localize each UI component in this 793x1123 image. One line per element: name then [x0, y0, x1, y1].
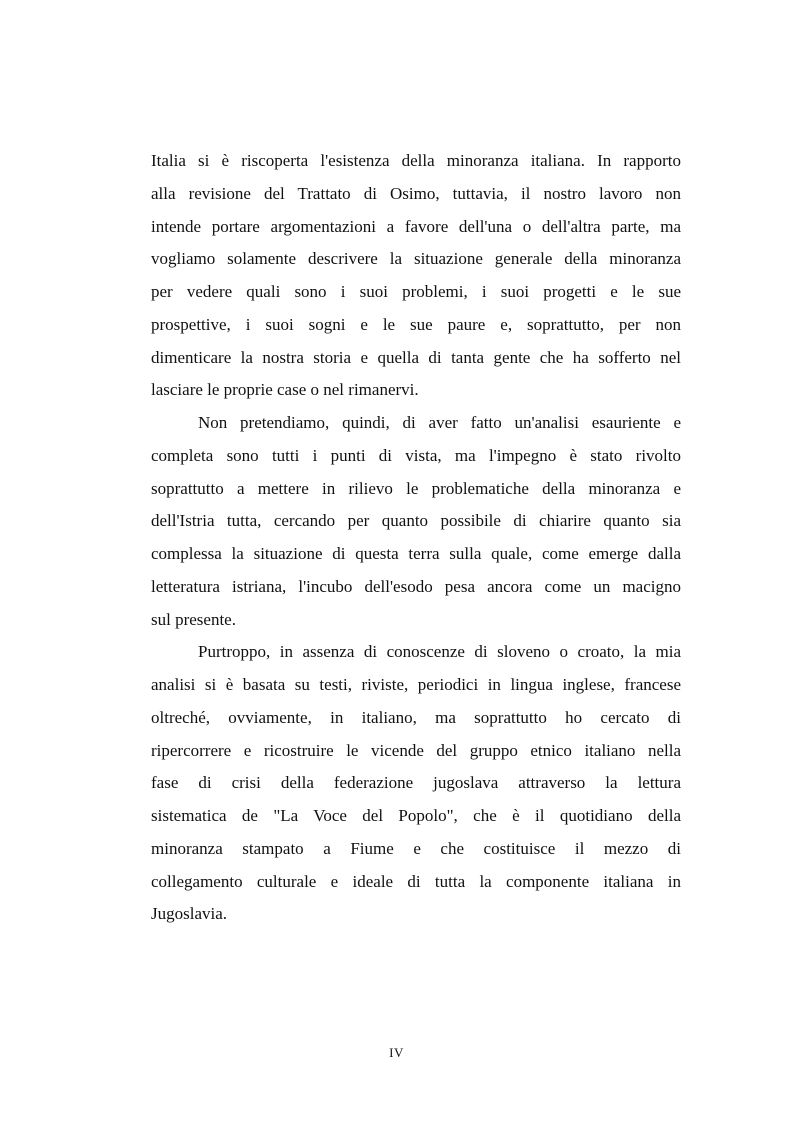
text-line: Jugoslavia.: [151, 904, 228, 924]
text-line: Non pretendiamo, quindi, di aver fatto un'analisi esauriente e: [198, 413, 681, 432]
text-line: letteratura istriana, l'incubo dell'esodo pesa ancora come un macigno: [151, 576, 681, 596]
text-line: per vedere quali sono i suoi problemi, i suoi progetti e le sue: [151, 282, 681, 301]
page-number: IV: [389, 1045, 404, 1060]
paragraph: [151, 145, 681, 407]
text-line: vogliamo solamente descrivere la situazione generale della minoranza: [151, 249, 681, 269]
text-line: collegamento culturale e ideale di tutta la componente italiana in: [151, 871, 681, 891]
text-line: sul presente.: [151, 609, 236, 629]
text-line: fase di crisi della federazione jugoslava attraverso la lettura: [151, 773, 681, 793]
text-line: oltreché, ovviamente, in italiano, ma soprattutto ho cercato di: [151, 707, 681, 727]
text-line: soprattutto a mettere in rilievo le problematiche della minoranza e: [151, 478, 681, 498]
text-line: dell'Istria tutta, cercando per quanto possibile di chiarire quanto sia: [151, 511, 681, 531]
text-line: complessa la situazione di questa terra sulla quale, come emerge dalla: [151, 544, 681, 563]
text-line: sistematica de "La Voce del Popolo", che è il quotidiano della: [151, 806, 681, 825]
paragraph: [151, 636, 681, 931]
text-line: ripercorrere e ricostruire le vicende del gruppo etnico italiano nella: [151, 740, 681, 760]
text-line: minoranza stampato a Fiume e che costituisce il mezzo di: [151, 838, 681, 858]
text-line: Italia si è riscoperta l'esistenza della minoranza italiana. In rapporto: [151, 151, 681, 170]
text-line: completa sono tutti i punti di vista, ma l'impegno è stato rivolto: [151, 445, 681, 465]
body-text: [151, 145, 681, 931]
paragraph: [151, 407, 681, 636]
text-line: prospettive, i suoi sogni e le sue paure e, soprattutto, per non: [151, 314, 681, 334]
text-line: Purtroppo, in assenza di conoscenze di sloveno o croato, la mia: [198, 642, 681, 662]
text-line: dimenticare la nostra storia e quella di tanta gente che ha sofferto nel: [151, 347, 681, 367]
text-line: analisi si è basata su testi, riviste, periodici in lingua inglese, francese: [151, 675, 681, 694]
text-line: alla revisione del Trattato di Osimo, tuttavia, il nostro lavoro non: [151, 183, 681, 203]
text-line: intende portare argomentazioni a favore dell'una o dell'altra parte, ma: [151, 216, 681, 236]
text-line: lasciare le proprie case o nel rimanervi.: [151, 380, 419, 400]
